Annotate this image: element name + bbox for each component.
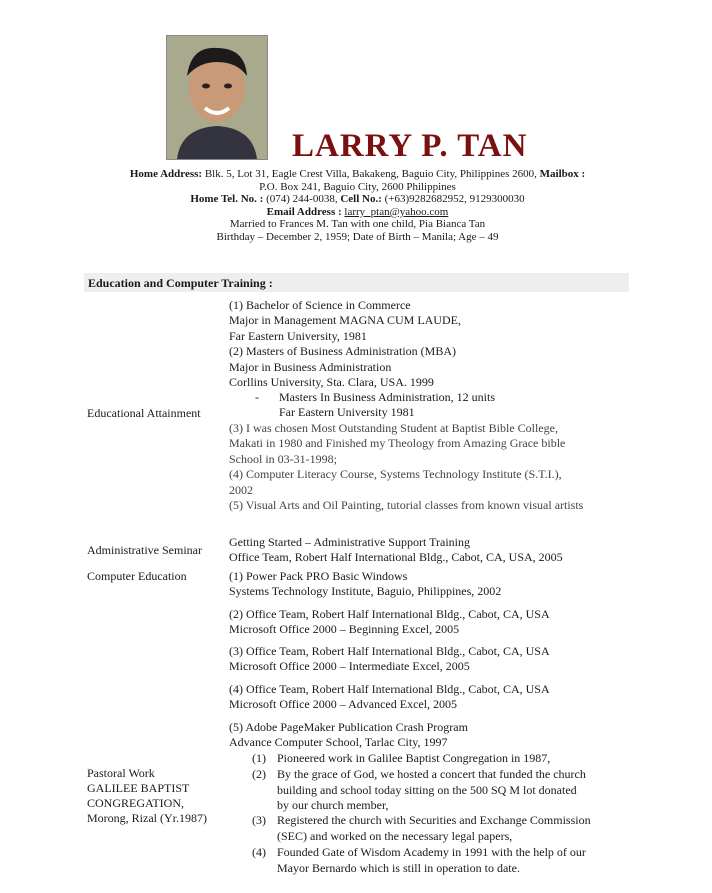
pastoral-item (277, 845, 586, 876)
pastoral-label (87, 766, 207, 826)
education-line: (2) Masters of Business Administration (MBA) (229, 344, 456, 359)
section-title: Education and Computer Training : (88, 276, 273, 290)
education-line: (5) Visual Arts and Oil Painting, tutorial classes from known visual artists (229, 498, 584, 513)
home-tel: (074) 244-0038, (266, 193, 338, 206)
admin-details (229, 535, 629, 566)
education-details (229, 298, 629, 390)
pastoral-label-line: CONGREGATION, (87, 796, 184, 810)
pastoral-label-line: Morong, Rizal (Yr.1987) (87, 811, 207, 825)
email-label: Email Address : (266, 205, 342, 218)
computer-block (229, 644, 629, 675)
computer-label: Computer Education (87, 569, 187, 583)
computer-block (229, 682, 629, 713)
pastoral-line: Pioneered work in Galilee Baptist Congregation in 1987, (277, 751, 551, 765)
admin-line: Office Team, Robert Half International Bldg., Cabot, CA, USA, 2005 (229, 550, 563, 565)
home-address-label: Home Address: (129, 168, 203, 180)
pastoral-item (277, 813, 591, 844)
pastoral-line: By the grace of God, we hosted a concert that funded the church (277, 767, 586, 781)
education-line: School in 03-31-1998; (229, 451, 337, 466)
home-address: Blk. 5, Lot 31, Eagle Crest Villa, Bakakeng, Baguio City, Philippines 2600, (204, 168, 537, 180)
computer-line: (1) Power Pack PRO Basic Windows (229, 569, 408, 583)
admin-label: Administrative Seminar (87, 543, 202, 557)
education-line: (1) Bachelor of Science in Commerce (229, 298, 411, 312)
contact-header (86, 168, 629, 244)
education-line: (4) Computer Literacy Course, Systems Technology Institute (S.T.I.), (229, 467, 562, 482)
education-line: Major in Management MAGNA CUM LAUDE, (229, 313, 461, 328)
mailbox: P.O. Box 241, Baguio City, 2600 Philippines (259, 180, 456, 193)
education-line: Makati in 1980 and Finished my Theology from Amazing Grace bible (229, 436, 566, 451)
pastoral-line: (SEC) and worked on the necessary legal papers, (277, 828, 513, 843)
admin-line: Getting Started – Administrative Support Training (229, 535, 470, 549)
list-number: (4) (252, 845, 266, 859)
computer-line: (3) Office Team, Robert Half International Bldg., Cabot, CA, USA (229, 644, 550, 658)
birth-info: Birthday – December 2, 1959; Date of Birth – Manila; Age – 49 (216, 230, 499, 243)
pastoral-line: Registered the church with Securities and Exchange Commission (277, 813, 591, 827)
section-header (84, 273, 629, 292)
candidate-name: LARRY P. TAN (292, 128, 528, 164)
education-line: Far Eastern University, 1981 (229, 328, 367, 343)
education-more (229, 421, 629, 513)
mailbox-label: Mailbox : (539, 168, 586, 180)
cell-number: (+63)9282682952, 9129300030 (384, 193, 525, 206)
education-line: 2002 (229, 482, 253, 497)
pastoral-line: by our church member, (277, 798, 389, 813)
computer-line: Microsoft Office 2000 – Beginning Excel, 2005 (229, 622, 460, 637)
education-label: Educational Attainment (87, 406, 201, 420)
education-subline: Masters In Business Administration, 12 units (279, 390, 495, 404)
list-number: (3) (252, 813, 266, 827)
education-subline: Far Eastern University 1981 (279, 405, 415, 419)
list-number: (2) (252, 767, 266, 781)
pastoral-line: Mayor Bernardo which is still in operation to date. (277, 860, 520, 875)
computer-block (229, 720, 629, 751)
education-line: Major in Business Administration (229, 359, 392, 374)
list-number: (1) (252, 751, 266, 765)
cell-label: Cell No.: (340, 193, 382, 206)
computer-line: Advance Computer School, Tarlac City, 1997 (229, 735, 448, 750)
computer-line: (4) Office Team, Robert Half International Bldg., Cabot, CA, USA (229, 682, 550, 696)
pastoral-label-line: GALILEE BAPTIST (87, 781, 190, 795)
pastoral-item (277, 767, 586, 814)
profile-photo (166, 35, 268, 160)
computer-line: (5) Adobe PageMaker Publication Crash Program (229, 720, 468, 734)
pastoral-label-line: Pastoral Work (87, 766, 155, 780)
education-sub (229, 390, 629, 422)
dash-bullet: - (255, 390, 259, 404)
education-line: (3) I was chosen Most Outstanding Student at Baptist Bible College, (229, 421, 558, 435)
email-link[interactable]: larry_ptan@yahoo.com (344, 205, 449, 218)
computer-block (229, 607, 629, 638)
computer-line: Systems Technology Institute, Baguio, Philippines, 2002 (229, 584, 502, 599)
tel-label: Home Tel. No. : (190, 193, 264, 206)
marital-status: Married to Frances M. Tan with one child, Pia Bianca Tan (229, 218, 486, 231)
pastoral-line: building and school today sitting on the 500 SQ M lot donated (277, 782, 577, 797)
computer-line: (2) Office Team, Robert Half International Bldg., Cabot, CA, USA (229, 607, 550, 621)
computer-line: Microsoft Office 2000 – Intermediate Excel, 2005 (229, 659, 470, 674)
pastoral-line: Founded Gate of Wisdom Academy in 1991 with the help of our (277, 845, 586, 859)
computer-block (229, 569, 629, 600)
education-line: Corllins University, Sta. Clara, USA. 1999 (229, 375, 434, 390)
pastoral-item (277, 751, 550, 767)
computer-line: Microsoft Office 2000 – Advanced Excel, 2005 (229, 697, 458, 712)
